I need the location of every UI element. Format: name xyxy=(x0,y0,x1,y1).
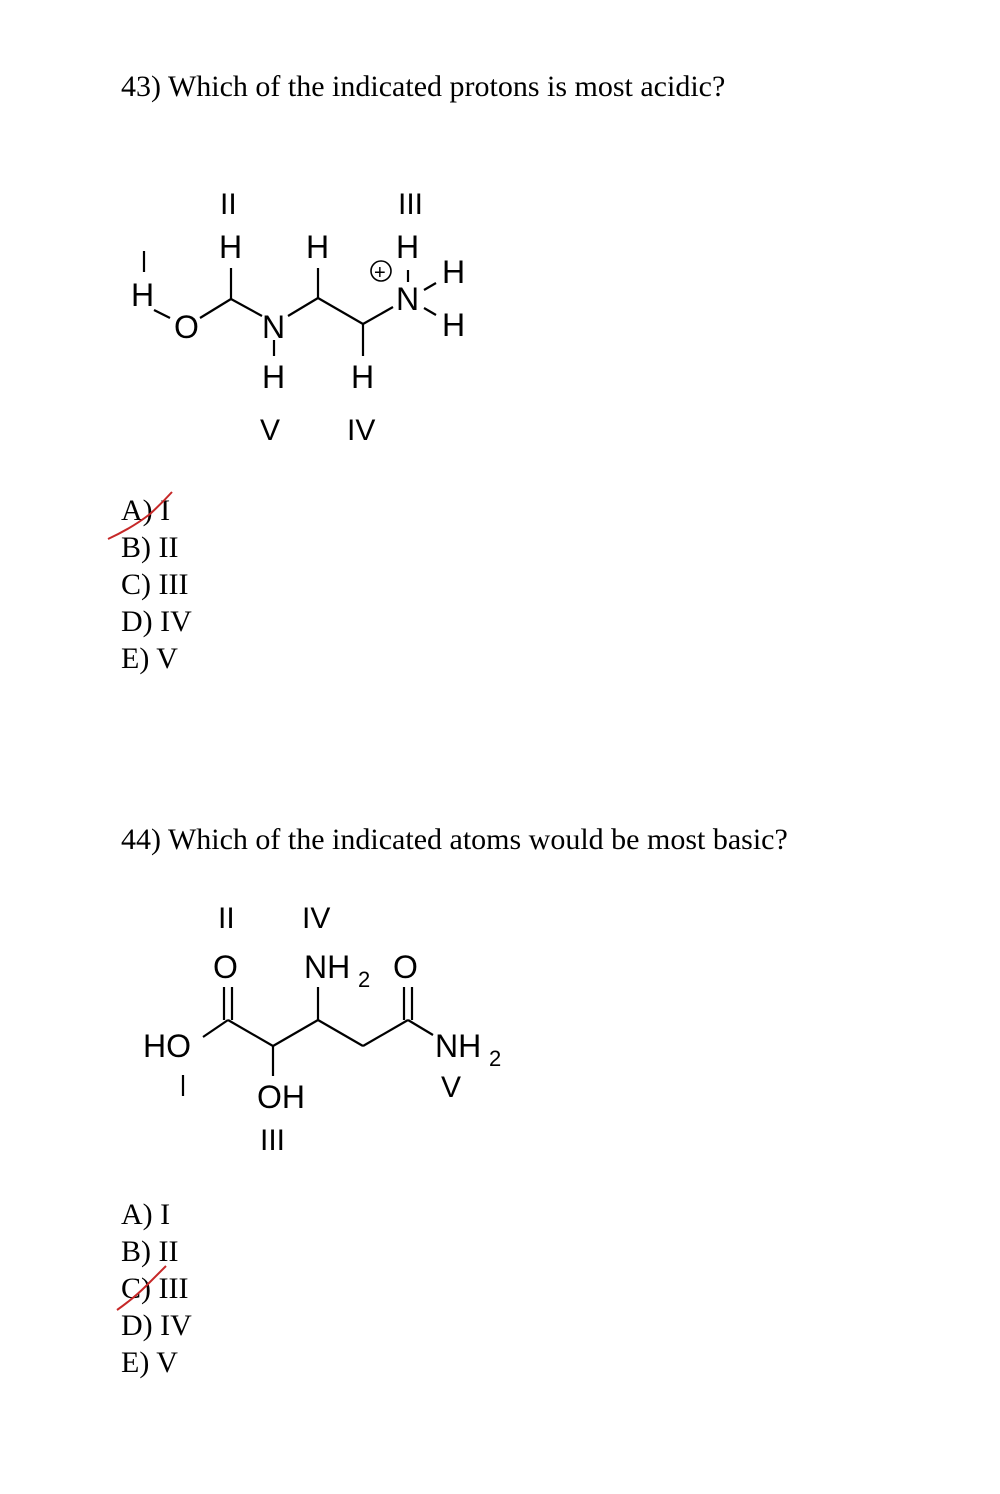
q44-molecule-diagram xyxy=(0,880,1000,1180)
q44-label-ii: II xyxy=(218,902,235,935)
q43-atom-h-c2: H xyxy=(306,229,330,265)
q43-atom-h3: H xyxy=(396,229,420,265)
q43-atom-n1: N xyxy=(262,309,286,345)
q43-option-a[interactable]: A) I xyxy=(121,494,171,527)
q43-bond-n-c2 xyxy=(288,298,318,316)
q43-option-b[interactable]: B) II xyxy=(121,531,179,564)
q43-atom-o: O xyxy=(174,309,199,345)
q43-atom-h-lower: H xyxy=(442,307,466,343)
q43-bond-n-h-lower xyxy=(424,308,436,315)
q43-label-iv: IV xyxy=(347,414,376,447)
q44-option-b[interactable]: B) II xyxy=(121,1235,179,1268)
q43-atom-h2: H xyxy=(219,229,243,265)
q44-bond-c1-c2 xyxy=(228,1020,273,1046)
q44-label-v: V xyxy=(441,1071,462,1104)
q43-atom-n-plus: N xyxy=(396,281,420,317)
q43-label-v: V xyxy=(260,414,281,447)
q44-option-a[interactable]: A) I xyxy=(121,1198,171,1231)
q43-molecule-diagram xyxy=(0,0,1000,470)
q44-label-iii: III xyxy=(260,1124,286,1157)
q44-atom-o-right: O xyxy=(393,949,418,985)
q43-bond-c2-c3 xyxy=(318,298,363,324)
q44-bond-c5-nh2 xyxy=(408,1020,433,1035)
q43-atom-h1: H xyxy=(131,277,155,313)
q43-label-iii: III xyxy=(398,188,424,221)
q43-atom-h5: H xyxy=(262,359,286,395)
q43-atom-h4: H xyxy=(351,359,375,395)
q44-check-stroke xyxy=(117,1266,166,1310)
q43-bond-c3-n xyxy=(363,307,393,324)
q43-bond-o-c1 xyxy=(200,299,231,318)
q44-atom-nh2-right: NH xyxy=(435,1028,482,1064)
q43-option-d[interactable]: D) IV xyxy=(121,605,192,638)
q44-option-e[interactable]: E) V xyxy=(121,1346,178,1379)
q43-bond-n-h-upper xyxy=(424,283,436,290)
q43-answer-checkmark xyxy=(0,488,1000,548)
q43-atom-h-upper: H xyxy=(442,254,466,290)
q44-bond-c3-c4 xyxy=(318,1020,363,1046)
q43-check-stroke xyxy=(108,492,172,539)
q44-atom-ho: HO xyxy=(143,1028,191,1064)
q44-atom-nh2-right-sub: 2 xyxy=(489,1046,502,1071)
q44-atom-nh2-top: NH xyxy=(304,949,351,985)
question-43-title: 43) Which of the indicated protons is most acidic? xyxy=(121,70,726,103)
q44-option-c[interactable]: C) III xyxy=(121,1272,189,1305)
q43-charge-symbol: + xyxy=(374,262,386,284)
q44-bond-ho-c1 xyxy=(203,1020,228,1037)
q44-bond-c4-c5 xyxy=(363,1020,408,1046)
q43-bond-ho xyxy=(154,310,170,318)
question-44-title: 44) Which of the indicated atoms would be most basic? xyxy=(121,823,788,856)
q43-option-c[interactable]: C) III xyxy=(121,568,189,601)
q44-label-iv: IV xyxy=(302,902,331,935)
q44-answer-checkmark xyxy=(0,1262,1000,1322)
q43-option-e[interactable]: E) V xyxy=(121,642,178,675)
q44-bond-c2-c3 xyxy=(273,1020,318,1046)
q44-atom-nh2-top-sub: 2 xyxy=(358,967,371,992)
q44-option-d[interactable]: D) IV xyxy=(121,1309,192,1342)
q43-label-ii: II xyxy=(220,188,237,221)
q43-bond-c1-n xyxy=(231,299,262,316)
q44-atom-oh: OH xyxy=(257,1079,305,1115)
q44-atom-o-left: O xyxy=(213,949,238,985)
